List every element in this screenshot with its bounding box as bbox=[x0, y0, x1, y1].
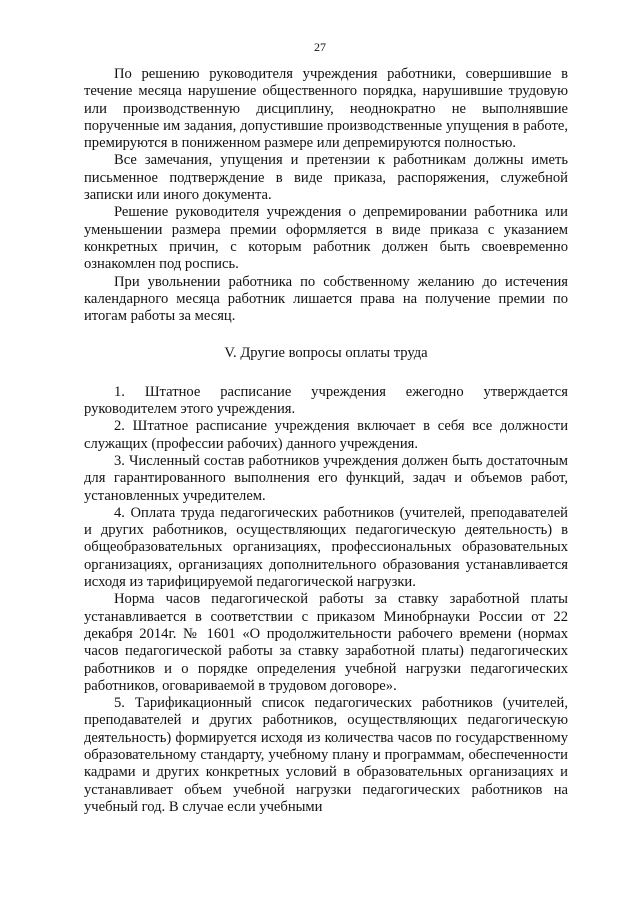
paragraph-order-decision: Решение руководителя учреждения о депремировании работника или уменьшении размера премии оформляется в виде приказа с указанием конкретных причин, с которым работник должен быть своевременно ознакомлен под роспись. bbox=[84, 204, 568, 273]
paragraph-item-1: 1. Штатное расписание учреждения ежегодно утверждается руководителем этого учреждения. bbox=[84, 383, 568, 418]
paragraph-norm-hours: Норма часов педагогической работы за ставку заработной платы устанавливается в соответствии с приказом Минобрнауки России от 22 декабря 2014г. № 1601 «О продолжительности рабочего времени (нормах часов педагогической работы за ставку заработной платы) педагогических работников и о порядке определения учебной нагрузки педагогических работников, оговариваемой в трудовом договоре». bbox=[84, 591, 568, 694]
paragraph-item-4: 4. Оплата труда педагогических работников (учителей, преподавателей и других работников, осуществляющих педагогическую деятельность) в общеобразовательных организациях, профессиональных образовательных организациях, организациях дополнительного образования устанавливается исходя из тарифицируемой педагогической нагрузки. bbox=[84, 504, 568, 591]
paragraph-item-3: 3. Численный состав работников учреждения должен быть достаточным для гарантированного выполнения его функций, задач и объемов работ, установленных учредителем. bbox=[84, 452, 568, 504]
paragraph-dismissal: При увольнении работника по собственному желанию до истечения календарного месяца работник лишается права на получение премии по итогам работы за месяц. bbox=[84, 273, 568, 325]
page-number: 27 bbox=[314, 40, 326, 54]
paragraph-item-5: 5. Тарификационный список педагогических работников (учителей, преподавателей и других работников, осуществляющих педагогическую деятельность) формируется исходя из количества часов по государственному образовательному стандарту, учебному плану и программам, обеспеченности кадрами и других конкретных условий в образовательных организациях и устанавливает объем учебной нагрузки педагогических работников на учебный год. В случае если учебными bbox=[84, 695, 568, 815]
paragraph-written-confirmation: Все замечания, упущения и претензии к работникам должны иметь письменное подтверждение в виде приказа, распоряжения, служебной записки или иного документа. bbox=[84, 152, 568, 204]
section-heading: V. Другие вопросы оплаты труда bbox=[224, 345, 428, 362]
paragraph-depremium-rule: По решению руководителя учреждения работники, совершившие в течение месяца нарушение общественного порядка, нарушившие трудовую или производственную дисциплину, неоднократно не выполнявшие порученные им задания, допустившие производственные упущения в работе, премируются в пониженном размере или депремируются полностью. bbox=[84, 66, 568, 152]
document-body bbox=[84, 66, 568, 816]
paragraph-item-2: 2. Штатное расписание учреждения включает в себя все должности служащих (профессии рабочих) данного учреждения. bbox=[84, 418, 568, 452]
